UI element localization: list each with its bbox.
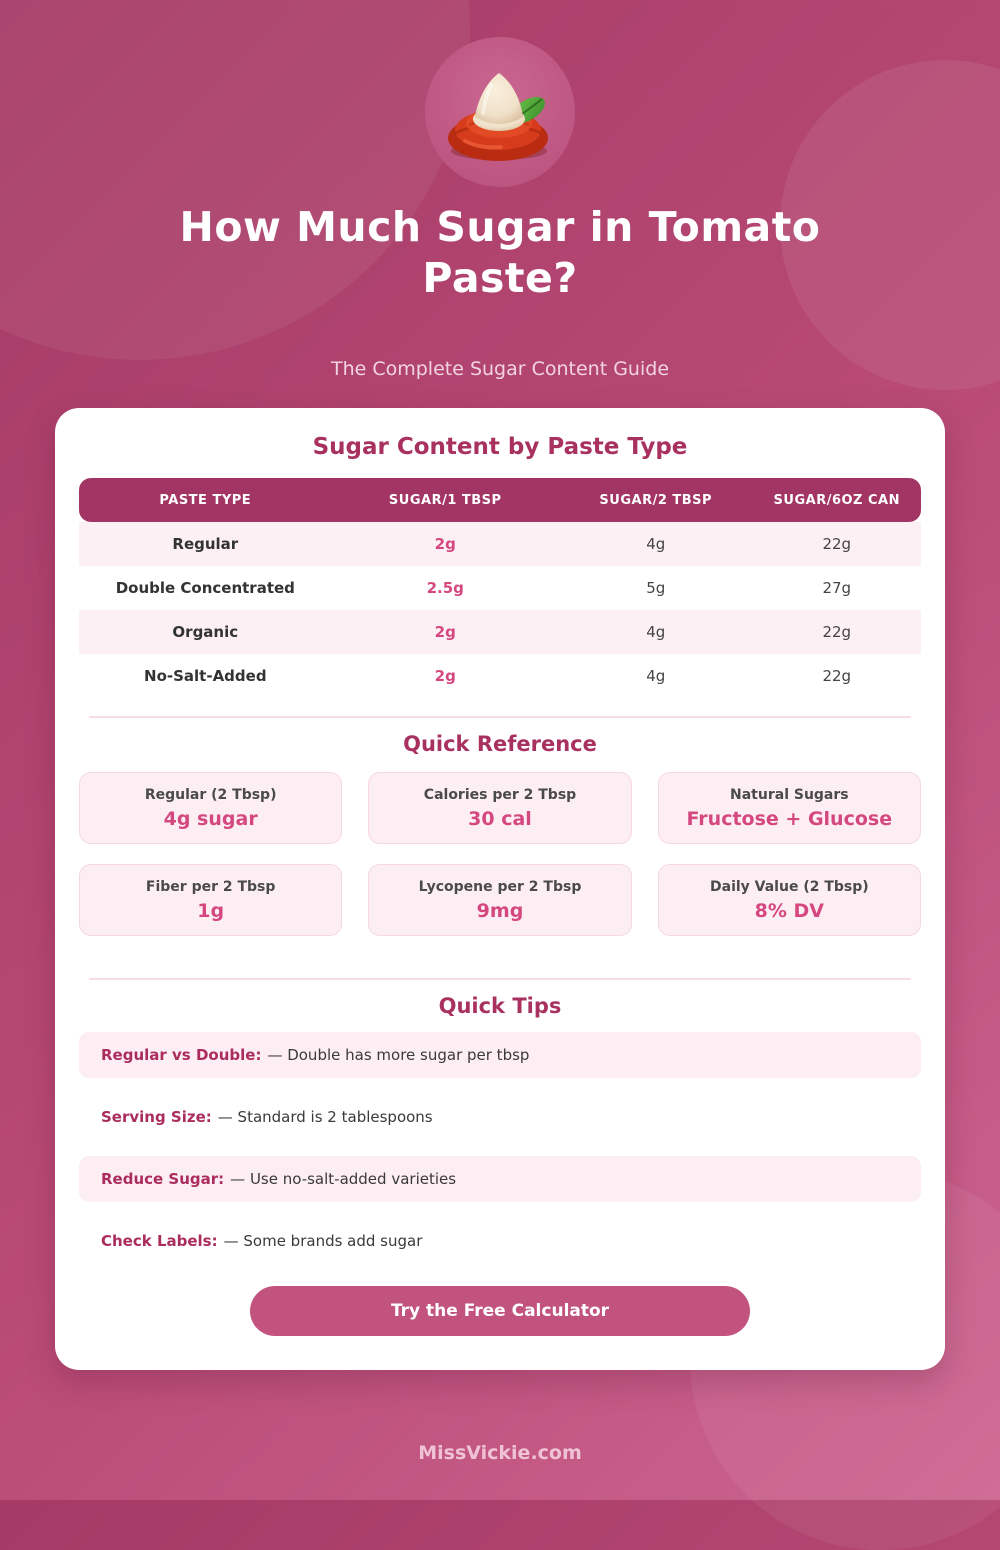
quick-reference-card [658, 864, 921, 936]
section-divider [89, 978, 911, 980]
quick-reference-card [368, 772, 631, 844]
tip-label: Serving Size: [101, 1108, 212, 1126]
card-label: Lycopene per 2 Tbsp [418, 879, 582, 895]
tip-text: — Double has more sugar per tbsp [267, 1046, 530, 1064]
cell-paste-type: No-Salt-Added [144, 667, 267, 685]
cell-sugar-2tbsp: 4g [646, 667, 666, 685]
tomato-paste-icon [425, 37, 575, 187]
tip-label: Regular vs Double: [101, 1046, 262, 1064]
quick-reference-card [658, 772, 921, 844]
cell-sugar-1tbsp: 2g [434, 535, 456, 553]
table-row [79, 654, 921, 698]
card-value: 8% DV [754, 900, 824, 922]
cell-sugar-1tbsp: 2.5g [426, 579, 464, 597]
hero-image-circle [425, 37, 575, 187]
content-card [55, 408, 945, 1370]
free-calculator-button[interactable]: Try the Free Calculator [250, 1286, 750, 1336]
card-value: 1g [197, 900, 225, 922]
quick-tips-title: Quick Tips [438, 994, 562, 1018]
tip-item [79, 1032, 921, 1078]
tip-text: — Standard is 2 tablespoons [217, 1108, 433, 1126]
tip-item [79, 1218, 921, 1264]
cell-paste-type: Regular [172, 535, 239, 553]
table-section-title: Sugar Content by Paste Type [312, 434, 688, 460]
page-title: How Much Sugar in Tomato Paste? [179, 203, 821, 303]
card-value: 4g sugar [163, 808, 258, 830]
quick-reference-card [79, 772, 342, 844]
cell-paste-type: Organic [172, 623, 239, 641]
cell-sugar-6ozcan: 27g [822, 579, 852, 597]
tip-item [79, 1094, 921, 1140]
table-row [79, 566, 921, 610]
tip-text: — Some brands add sugar [223, 1232, 423, 1250]
card-label: Calories per 2 Tbsp [423, 787, 577, 803]
quick-reference-grid [79, 772, 921, 936]
table-row [79, 522, 921, 566]
card-label: Fiber per 2 Tbsp [145, 879, 276, 895]
page-subtitle: The Complete Sugar Content Guide [330, 358, 670, 380]
cell-sugar-2tbsp: 4g [646, 535, 666, 553]
card-value: Fructose + Glucose [686, 808, 893, 830]
quick-reference-title: Quick Reference [403, 732, 597, 756]
card-value: 9mg [476, 900, 524, 922]
card-value: 30 cal [468, 808, 532, 830]
quick-reference-card [79, 864, 342, 936]
column-header-sugar-1tbsp: SUGAR/1 TBSP [388, 492, 502, 508]
table-header-row [79, 478, 921, 522]
table-row [79, 610, 921, 654]
card-label: Daily Value (2 Tbsp) [710, 879, 869, 895]
tip-label: Check Labels: [101, 1232, 218, 1250]
cell-sugar-1tbsp: 2g [434, 623, 456, 641]
card-label: Regular (2 Tbsp) [144, 787, 277, 803]
decorative-circle-top-left [0, 0, 470, 360]
cell-sugar-2tbsp: 5g [646, 579, 666, 597]
cell-sugar-6ozcan: 22g [822, 623, 852, 641]
site-attribution: MissVickie.com [418, 1442, 582, 1464]
column-header-paste-type: PASTE TYPE [159, 492, 252, 508]
quick-tips-list [79, 1032, 921, 1264]
cell-sugar-1tbsp: 2g [434, 667, 456, 685]
tip-label: Reduce Sugar: [101, 1170, 225, 1188]
cell-sugar-2tbsp: 4g [646, 623, 666, 641]
cell-sugar-6ozcan: 22g [822, 535, 852, 553]
section-divider [89, 716, 911, 718]
quick-reference-card [368, 864, 631, 936]
tip-text: — Use no-salt-added varieties [230, 1170, 457, 1188]
cell-paste-type: Double Concentrated [115, 579, 295, 597]
cell-sugar-6ozcan: 22g [822, 667, 852, 685]
sugar-content-table [79, 478, 921, 698]
card-label: Natural Sugars [730, 787, 849, 803]
column-header-sugar-6ozcan: SUGAR/6OZ CAN [773, 492, 900, 508]
tip-item [79, 1156, 921, 1202]
column-header-sugar-2tbsp: SUGAR/2 TBSP [599, 492, 713, 508]
